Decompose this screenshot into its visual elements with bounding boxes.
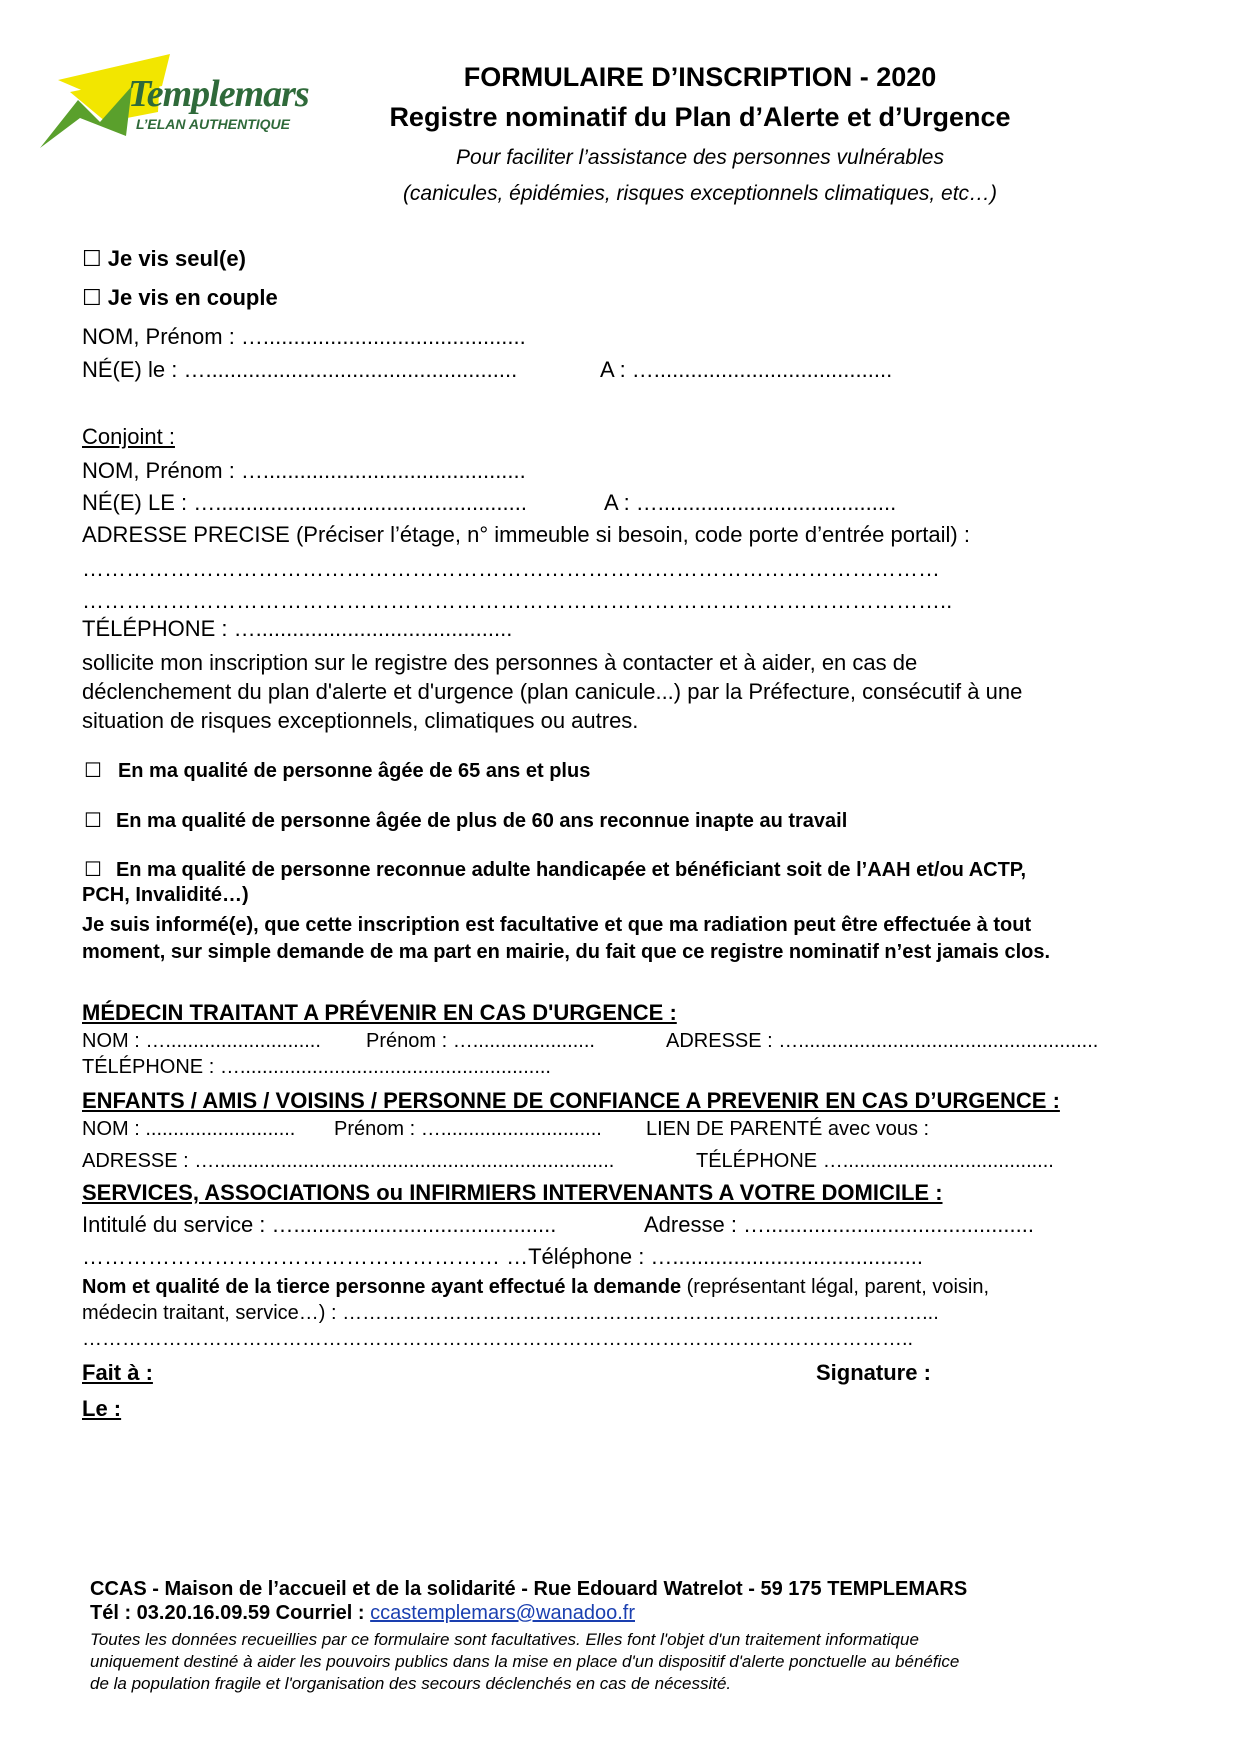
checkbox-live-alone-label: Je vis seul(e)	[107, 246, 246, 271]
checkbox-icon[interactable]: ☐	[82, 246, 102, 271]
trusted-firstname-field[interactable]: Prénom : ….............................	[334, 1118, 602, 1140]
service-name-field[interactable]: Intitulé du service : …...........................................	[82, 1212, 557, 1237]
date-label: Le :	[82, 1396, 122, 1421]
checkbox-quality-65[interactable]	[84, 758, 590, 783]
spouse-heading: Conjoint :	[82, 424, 175, 449]
checkbox-icon[interactable]: ☐	[84, 760, 102, 782]
footer-contact	[90, 1602, 635, 1625]
form-subtitle: Registre nominatif du Plan d’Alerte et d’Urgence	[389, 102, 1011, 132]
third-party-label-bold: Nom et qualité de la tierce personne ayant effectué la demande	[82, 1276, 682, 1298]
doctor-firstname-field[interactable]: Prénom : …......................	[366, 1030, 595, 1052]
checkbox-live-couple[interactable]	[82, 285, 278, 311]
logo-tagline: L’ELAN AUTHENTIQUE	[136, 116, 290, 132]
request-line-3: situation de risques exceptionnels, climatiques ou autres.	[82, 708, 639, 733]
checkbox-live-couple-label: Je vis en couple	[107, 285, 278, 310]
service-address-field[interactable]: Adresse : …............................................	[644, 1212, 1034, 1237]
spouse-birth-date-field[interactable]: NÉ(E) LE : …...................................................	[82, 490, 527, 515]
signature-label: Signature :	[816, 1360, 931, 1385]
checkbox-quality-disabled-label: En ma qualité de personne reconnue adulte handicapée et bénéficiant soit de l’AAH et/ou ACTP,	[115, 859, 1027, 881]
applicant-birth-place-field[interactable]: A : ….......................................	[600, 357, 893, 382]
form-purpose-2: (canicules, épidémies, risques exceptionnels climatiques, etc…)	[402, 182, 998, 205]
checkbox-icon[interactable]: ☐	[84, 859, 102, 881]
service-phone-line[interactable]: ………………………………………………… …Téléphone : ….........................................	[82, 1244, 924, 1269]
checkbox-quality-65-label: En ma qualité de personne âgée de 65 ans et plus	[117, 760, 591, 782]
applicant-birth-date-field[interactable]: NÉ(E) le : …...................................................	[82, 357, 518, 382]
logo-name: Templemars	[128, 73, 309, 115]
third-party-label-rest: (représentant légal, parent, voisin,	[681, 1276, 990, 1298]
info-line-2: moment, sur simple demande de ma part en mairie, du fait que ce registre nominatif n’est jamais clos.	[82, 941, 1051, 963]
address-line-2[interactable]: ………………………………………………………………………………………………………..	[82, 588, 953, 613]
footer-notice-3: de la population fragile et l'organisation des secours déclenchés en cas de nécessité.	[90, 1674, 732, 1693]
trusted-phone-field[interactable]: TÉLÉPHONE …......................................	[696, 1150, 1054, 1172]
form-title: FORMULAIRE D’INSCRIPTION - 2020	[463, 62, 937, 92]
spouse-birth-place-field[interactable]: A : ….......................................	[604, 490, 897, 515]
third-party-line-2[interactable]: médecin traitant, service…) : ……………………………………………………………………………...	[82, 1302, 939, 1324]
services-heading: SERVICES, ASSOCIATIONS ou INFIRMIERS INTERVENANTS A VOTRE DOMICILE :	[82, 1180, 943, 1205]
footer-org: CCAS - Maison de l’accueil et de la solidarité - Rue Edouard Watrelot - 59 175 TEMPLEMARS	[90, 1578, 968, 1600]
doctor-heading: MÉDECIN TRAITANT A PRÉVENIR EN CAS D'URGENCE :	[82, 1000, 677, 1025]
phone-field[interactable]: TÉLÉPHONE : …..........................................	[82, 616, 513, 641]
address-label: ADRESSE PRECISE (Préciser l’étage, n° immeuble si besoin, code porte d’entrée portail) :	[82, 522, 970, 547]
checkbox-live-alone[interactable]	[82, 246, 246, 272]
checkbox-quality-disabled[interactable]	[84, 857, 1026, 882]
info-line-1: Je suis informé(e), que cette inscription est facultative et que ma radiation peut être effectuée à tout	[82, 914, 1032, 936]
checkbox-quality-60-inapt-label: En ma qualité de personne âgée de plus de 60 ans reconnue inapte au travail	[115, 810, 848, 832]
checkbox-icon[interactable]: ☐	[84, 810, 102, 832]
third-party-label	[82, 1276, 989, 1299]
address-line-1[interactable]: ………………………………………………………………………………………………………	[82, 556, 940, 581]
doctor-phone-field[interactable]: TÉLÉPHONE : …........................................................	[82, 1056, 551, 1078]
quality-disabled-line-2: PCH, Invalidité…)	[82, 884, 249, 906]
checkbox-quality-60-inapt[interactable]	[84, 808, 847, 833]
place-label: Fait à :	[82, 1360, 153, 1385]
spouse-name-field[interactable]: NOM, Prénom : …...........................................	[82, 458, 526, 483]
footer-contact-prefix: Tél : 03.20.16.09.59 Courriel :	[90, 1602, 371, 1624]
footer-notice-1: Toutes les données recueillies par ce formulaire sont facultatives. Elles font l'objet d'un traitement informatique	[90, 1630, 919, 1649]
trusted-person-heading: ENFANTS / AMIS / VOISINS / PERSONNE DE CONFIANCE A PREVENIR EN CAS D’URGENCE :	[82, 1088, 1060, 1113]
doctor-name-field[interactable]: NOM : …............................	[82, 1030, 321, 1052]
doctor-address-field[interactable]: ADRESSE : …......................................................	[666, 1030, 1099, 1052]
email-link[interactable]: ccastemplemars@wanadoo.fr	[370, 1602, 635, 1624]
templemars-logo	[40, 52, 330, 172]
trusted-address-field[interactable]: ADRESSE : …........................................................................	[82, 1150, 615, 1172]
applicant-name-field[interactable]: NOM, Prénom : …...........................................	[82, 324, 526, 349]
form-purpose-1: Pour faciliter l’assistance des personnes vulnérables	[456, 146, 944, 169]
trusted-relation-field[interactable]: LIEN DE PARENTÉ avec vous :	[646, 1118, 930, 1140]
trusted-name-field[interactable]: NOM : ...........................	[82, 1118, 296, 1140]
request-line-2: déclenchement du plan d'alerte et d'urgence (plan canicule...) par la Préfecture, consécutif à une	[82, 679, 1023, 704]
checkbox-icon[interactable]: ☐	[82, 285, 102, 310]
footer-notice-2: uniquement destiné à aider les pouvoirs publics dans la mise en place d'un dispositif d'alerte ponctuelle au bénéfice	[90, 1652, 960, 1671]
request-line-1: sollicite mon inscription sur le registre des personnes à contacter et à aider, en cas de	[82, 650, 918, 675]
third-party-line-3[interactable]: ……………………………………………………………………………………………………………..	[82, 1328, 914, 1350]
